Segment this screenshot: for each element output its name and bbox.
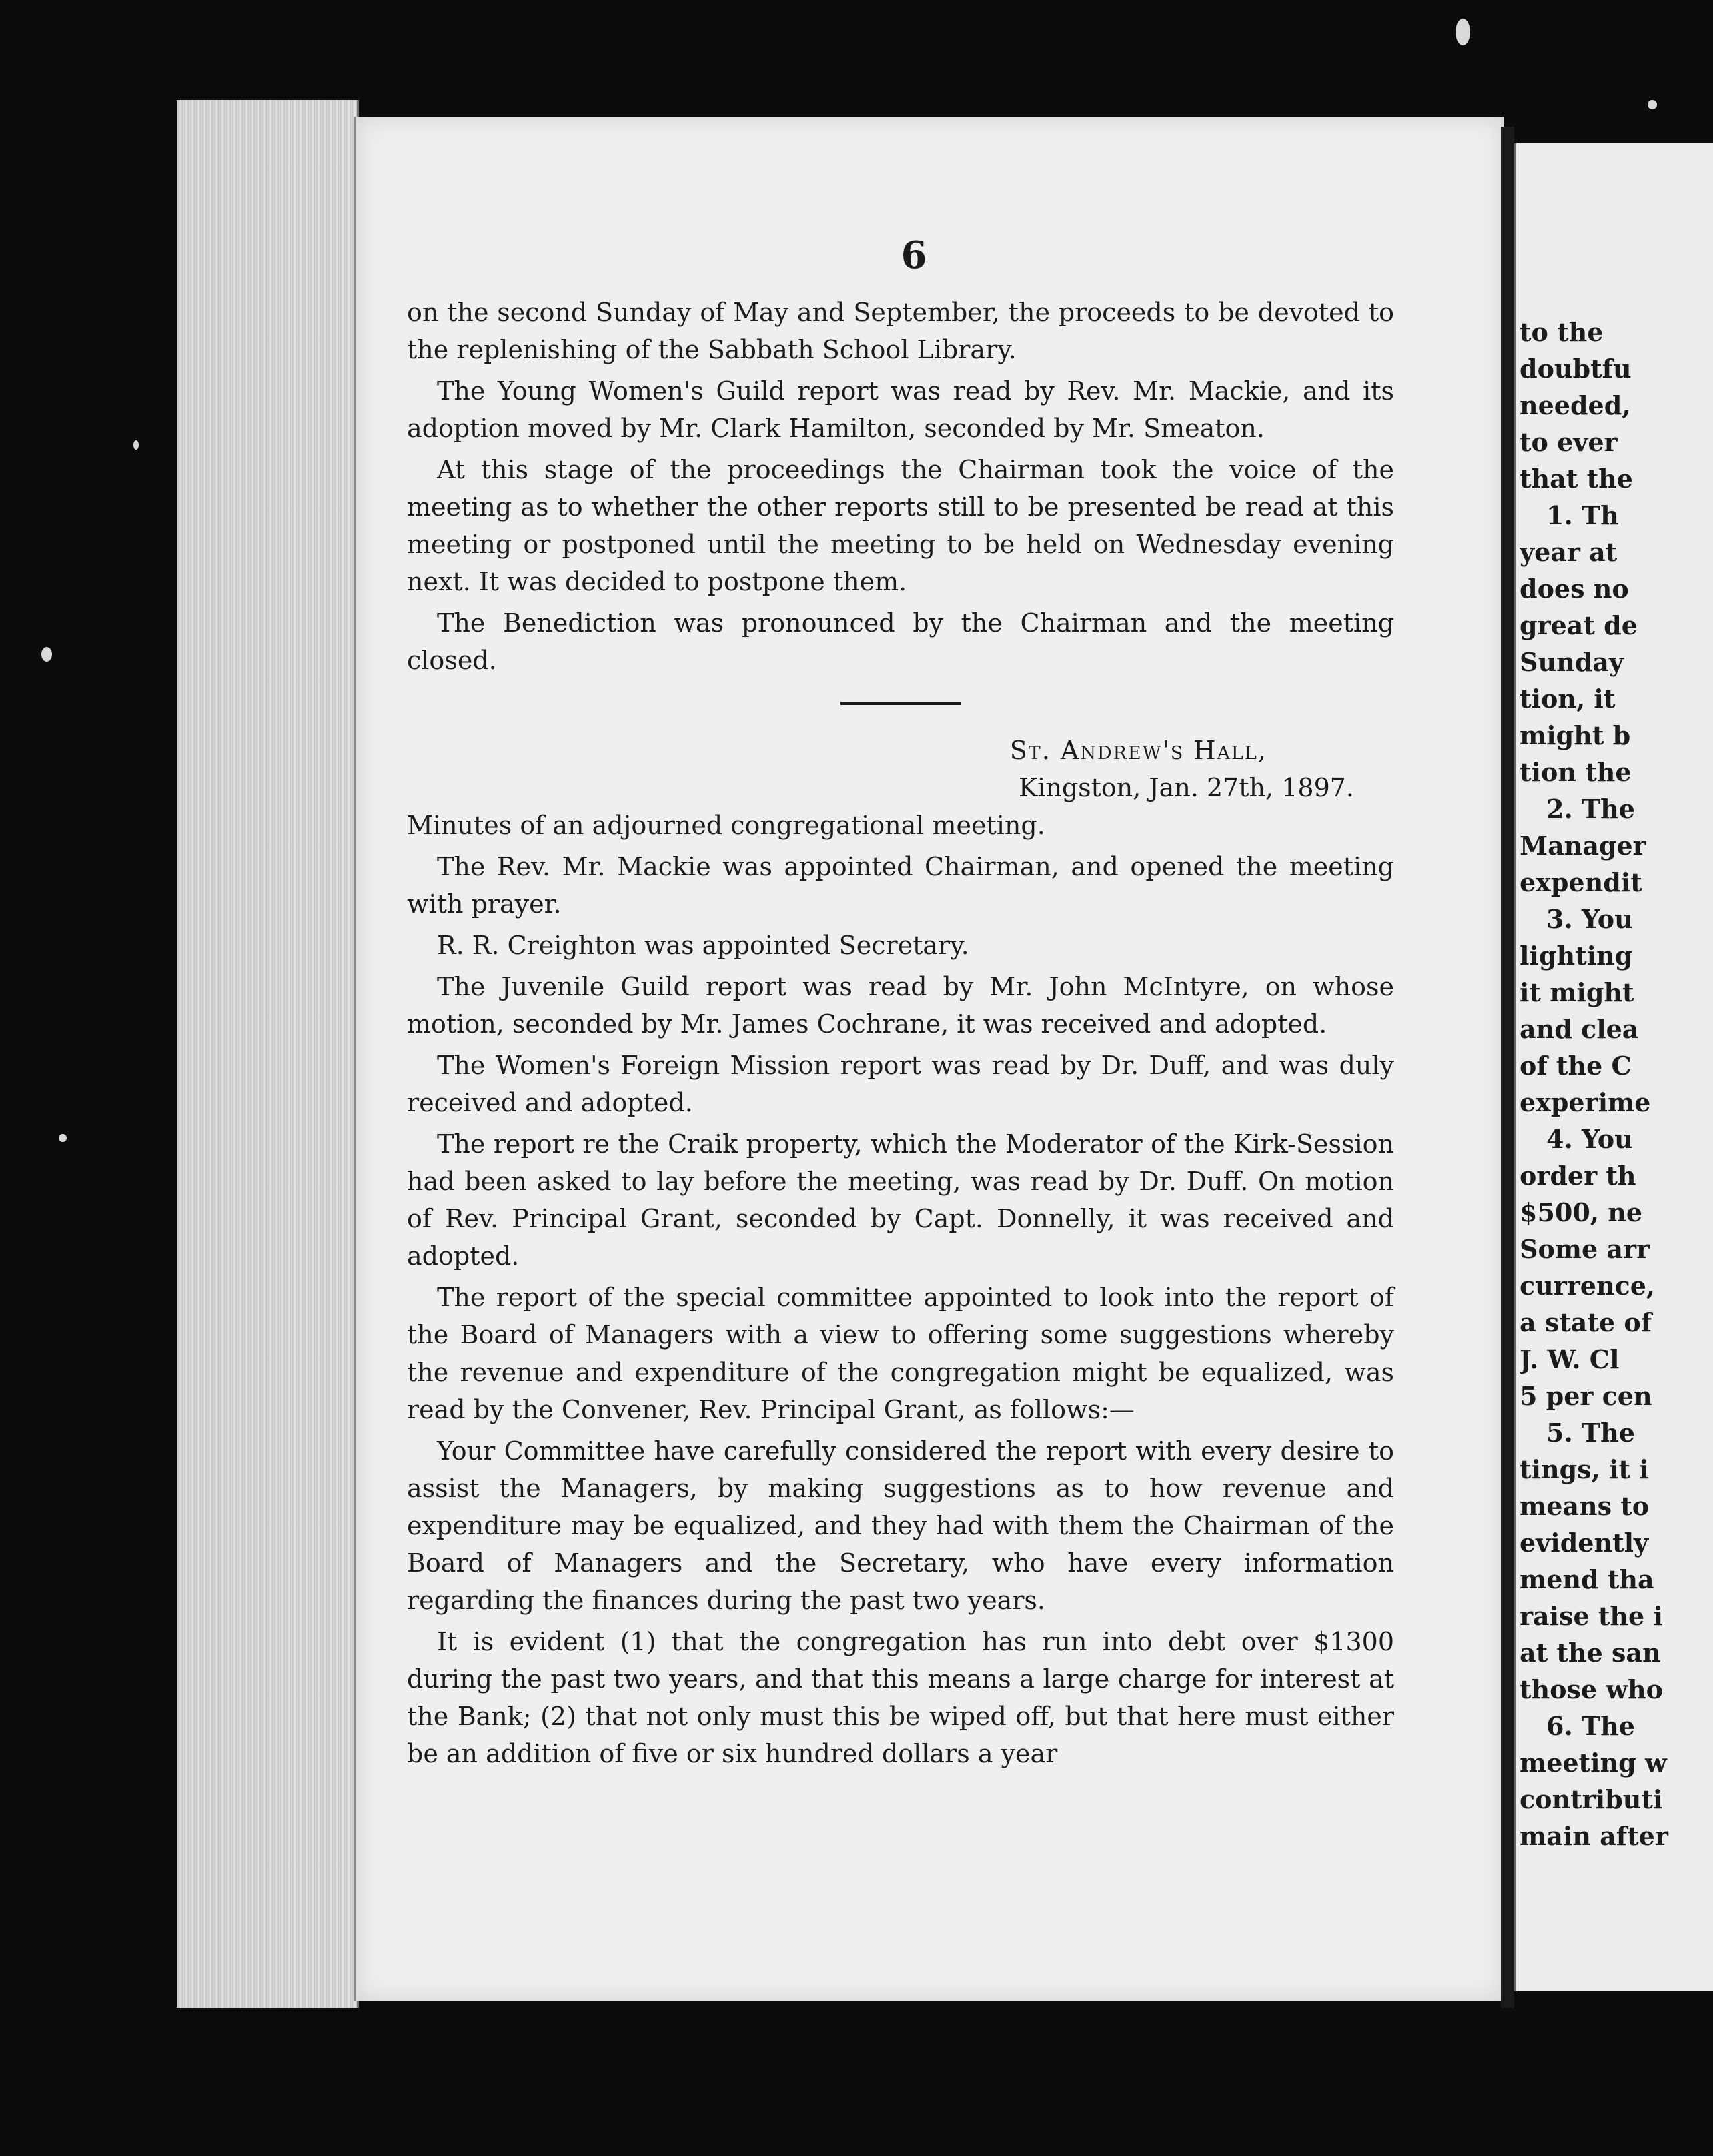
- page-number: 6: [901, 233, 927, 278]
- paragraph: It is evident (1) that the congregation has run into debt over $1300 during the past two years, and that this means a large charge for interest at the Bank; (2) that not only must this be wiped off, but that here must either be an addition of five or six hundred dollars a year: [407, 1627, 1394, 1768]
- right-page-line: Manager: [1520, 831, 1646, 861]
- paragraph: The report re the Craik property, which the Moderator of the Kirk-Session had been asked to lay before the meeting, was read by Dr. Duff. On motion of Rev. Principal Grant, seconded by Capt. Donnelly, it was received and adopted.: [407, 1129, 1394, 1271]
- right-page-line: raise the i: [1520, 1601, 1663, 1631]
- right-page-line: of the C: [1520, 1051, 1632, 1081]
- paragraph: The report of the special committee appointed to look into the report of the Board of Managers with a view to offering some suggestions whereby the revenue and expenditure of the congregation might be equalized, was read by the Convener, Rev. Principal Grant, as follows:—: [407, 1283, 1394, 1424]
- dateline-place: St. Andrew's Hall,: [1009, 736, 1267, 765]
- right-page-line: J. W. Cl: [1520, 1344, 1620, 1374]
- right-page-line: 4. You: [1546, 1124, 1633, 1154]
- right-page-line: doubtfu: [1520, 354, 1632, 384]
- paragraph: Minutes of an adjourned congregational meeting.: [407, 811, 1045, 840]
- paragraph: on the second Sunday of May and September, the proceeds to be devoted to the replenishing of the Sabbath School Library.: [407, 298, 1394, 364]
- right-page-line: at the san: [1520, 1638, 1661, 1668]
- right-page-line: Sunday: [1520, 647, 1624, 677]
- right-page-text: [1520, 314, 1713, 1854]
- right-page-line: it might: [1520, 977, 1634, 1007]
- paragraph: At this stage of the proceedings the Chairman took the voice of the meeting as to whether the other reports still to be presented be read at this meeting or postponed until the meeting to be held on Wednesday evening next. It was decided to postpone them.: [407, 455, 1394, 596]
- right-page-line: $500, ne: [1520, 1197, 1643, 1227]
- right-page-line: a state of: [1520, 1307, 1652, 1337]
- right-page-line: experime: [1520, 1087, 1651, 1117]
- right-page-line: 6. The: [1546, 1711, 1635, 1741]
- right-page-line: meeting w: [1520, 1748, 1667, 1778]
- right-page-line: and clea: [1520, 1014, 1639, 1044]
- right-page-line: might b: [1520, 720, 1631, 750]
- scan-speck: [41, 647, 52, 662]
- right-page-line: 3. You: [1546, 904, 1633, 934]
- right-page-line: order th: [1520, 1161, 1636, 1191]
- right-page-line: lighting: [1520, 941, 1633, 971]
- paragraph: R. R. Creighton was appointed Secretary.: [437, 931, 969, 960]
- scan-speck: [1456, 19, 1470, 45]
- right-page-line: those who: [1520, 1674, 1664, 1704]
- right-page-line: tion the: [1520, 757, 1632, 787]
- scan-speck: [1648, 100, 1657, 109]
- right-page-line: main after: [1520, 1821, 1668, 1851]
- right-page-line: 2. The: [1546, 794, 1635, 824]
- right-page-line: evidently: [1520, 1528, 1649, 1558]
- right-page-line: tings, it i: [1520, 1454, 1649, 1484]
- right-page-line: expendit: [1520, 867, 1642, 897]
- scan-speck: [59, 1134, 67, 1142]
- dateline: [407, 732, 1354, 806]
- paragraph: The Young Women's Guild report was read by Rev. Mr. Mackie, and its adoption moved by Mr. Clark Hamilton, seconded by Mr. Smeaton.: [407, 376, 1394, 443]
- page-edges: [177, 100, 359, 2008]
- right-page-line: 1. Th: [1546, 500, 1619, 530]
- paragraph: The Rev. Mr. Mackie was appointed Chairman, and opened the meeting with prayer.: [407, 852, 1394, 919]
- right-page-line: means to: [1520, 1491, 1650, 1521]
- right-page-line: mend tha: [1520, 1564, 1654, 1594]
- right-page-line: year at: [1520, 537, 1618, 567]
- scan-speck: [133, 440, 139, 450]
- paragraph: Your Committee have carefully considered the report with every desire to assist the Managers, by making suggestions as to how revenue and expenditure may be equalized, and they had with them the Chairman of the Board of Managers and the Secretary, who have every information regarding the finances during the past two years.: [407, 1436, 1394, 1615]
- paragraph: The Benediction was pronounced by the Chairman and the meeting closed.: [407, 608, 1394, 675]
- page-body: [407, 294, 1394, 1776]
- right-page-line: to ever: [1520, 427, 1618, 457]
- right-page-line: to the: [1520, 317, 1604, 347]
- right-page-line: needed,: [1520, 390, 1631, 420]
- right-page-line: currence,: [1520, 1271, 1656, 1301]
- dateline-date: Kingston, Jan. 27th, 1897.: [1018, 773, 1354, 802]
- right-page-line: contributi: [1520, 1784, 1663, 1814]
- right-page-line: tion, it: [1520, 684, 1616, 714]
- paragraph: The Women's Foreign Mission report was read by Dr. Duff, and was duly received and adopted.: [407, 1051, 1394, 1117]
- right-page-line: 5 per cen: [1520, 1381, 1652, 1411]
- paragraph: The Juvenile Guild report was read by Mr. John McIntyre, on whose motion, seconded by Mr. James Cochrane, it was received and adopted.: [407, 972, 1394, 1039]
- right-page-line: 5. The: [1546, 1418, 1635, 1448]
- book-gutter: [1501, 127, 1514, 2008]
- section-divider: [840, 702, 961, 705]
- right-page-line: that the: [1520, 464, 1633, 494]
- right-page-line: Some arr: [1520, 1234, 1650, 1264]
- right-page-line: does no: [1520, 574, 1629, 604]
- right-page-line: great de: [1520, 610, 1638, 640]
